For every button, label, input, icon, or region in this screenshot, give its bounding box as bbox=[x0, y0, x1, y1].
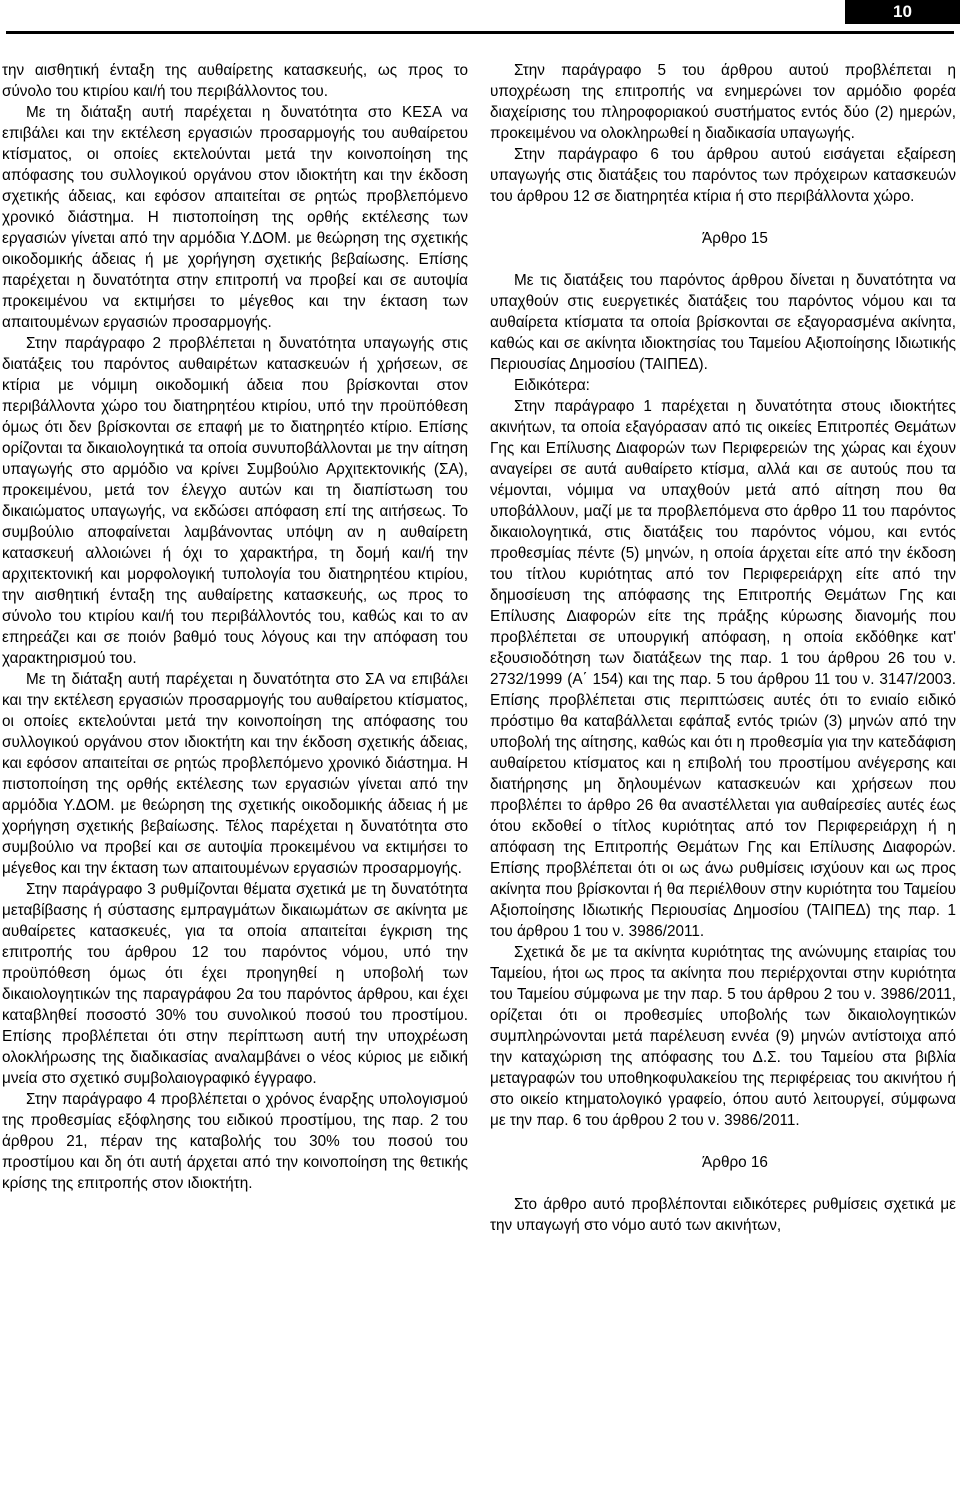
paragraph: Στην παράγραφο 6 του άρθρου αυτού εισάγεται εξαίρεση υπαγωγής στις διατάξεις του παρόντος των πρόχειρων κατασκευών του άρθρου 12 σε διατηρητέα κτίρια ή στο περιβάλλοντα χώρο. bbox=[490, 146, 956, 205]
paragraph: Στην παράγραφο 5 του άρθρου αυτού προβλέπεται η υποχρέωση της επιτροπής να ενημερώνει τον αρμόδιο φορέα διαχείρισης του πληροφοριακού συστήματος εντός δύο (2) ημερών, προκειμένου να ολοκληρωθεί η διαδικασία υπαγωγής. bbox=[490, 62, 956, 142]
paragraph: Στην παράγραφο 2 προβλέπεται η δυνατότητα υπαγωγής στις διατάξεις του παρόντος αυθαιρέτων κατασκευών ή χρήσεων, σε κτίρια με νόμιμη οικοδομική άδεια που βρίσκονται στον περιβάλλοντα χώρο του διατηρητέου κτιρίου, υπό την προϋπόθεση όμως ότι δεν βρίσκονται σε επαφή με το διατηρητέο κτίριο. Επίσης ορίζονται τα δικαιολογητικά τα οποία συνυποβάλλονται με την αίτηση υπαγωγής στο αρμόδιο να κρίνει Συμβούλιο Αρχιτεκτονικής (ΣΑ), προκειμένου, μετά τον έλεγχο αυτών και τη διαπίστωση του δικαιώματος υπαγωγής, να εκδώσει απόφαση επί της αιτήσεως. Το συμβούλιο αποφαίνεται λαμβάνοντας υπόψη αν η αυθαίρετη κατασκευή αλλοιώνει ή όχι το χαρακτήρα, τη δομή και/ή την αρχιτεκτονική και μορφολογική τυπολογία του διατηρητέου κτιρίου, την αισθητική ένταξη της αυθαίρετης κατασκευής, ως προς το σύνολο του κτιρίου και/ή του περιβάλλοντός του, καθώς και το αν επηρεάζει και σε ποιόν βαθμό τους λόγους και την απόφαση του χαρακτηρισμού του. bbox=[2, 335, 468, 667]
paragraph: Σχετικά δε με τα ακίνητα κυριότητας της ανώνυμης εταιρίας του Ταμείου, ήτοι ως προς τα ακίνητα που περιέρχονται στην κυριότητα του Ταμείου σύμφωνα με την παρ. 5 του άρθρου 2 του ν. 3986/2011, ορίζεται ότι οι προθεσμίες υποβολής των δικαιολογητικών συμπληρώνονται μετά παρέλευση εννέα (9) μηνών αντίστοιχα από την καταχώριση της απόφασης του Δ.Σ. του Ταμείου στα βιβλία μεταγραφών του υποθηκοφυλακείου της περιφέρειας του ακινήτου ή στο οικείο κτηματολογικό γραφείο, όπου αυτό λειτουργεί, σύμφωνα με την παρ. 6 του άρθρου 2 του ν. 3986/2011. bbox=[490, 944, 956, 1129]
paragraph: Με τις διατάξεις του παρόντος άρθρου δίνεται η δυνατότητα να υπαχθούν στις ευεργετικές διατάξεις του παρόντος νόμου και τα αυθαίρετα κτίσματα τα οποία βρίσκονται σε εξαγορασμένα ακίνητα, καθώς και σε ακίνητα ιδιοκτησίας του Ταμείου Αξιοποίησης Ιδιωτικής Περιουσίας Δημοσίου (ΤΑΙΠΕΔ). bbox=[490, 272, 956, 373]
paragraph: Στο άρθρο αυτό προβλέπονται ειδικότερες ρυθμίσεις σχετικά με την υπαγωγή στο νόμο αυτό των ακινήτων, bbox=[490, 1196, 956, 1234]
paragraph: την αισθητική ένταξη της αυθαίρετης κατασκευής, ως προς το σύνολο του κτιρίου και/ή του περιβάλλοντος του. bbox=[2, 62, 468, 100]
paragraph: Στην παράγραφο 4 προβλέπεται ο χρόνος έναρξης υπολογισμού της προθεσμίας εξόφλησης του ειδικού προστίμου, της παρ. 2 του άρθρου 21, πέραν της καταβολής του 30% του ποσού του προστίμου και δη ότι αυτή άρχεται από την κοινοποίηση της θετικής κρίσης της επιτροπής στον ιδιοκτήτη. bbox=[2, 1091, 468, 1192]
paragraph: Ειδικότερα: bbox=[514, 377, 590, 394]
header-rule bbox=[6, 31, 954, 34]
article-16-heading: Άρθρο 16 bbox=[702, 1154, 768, 1171]
right-column bbox=[490, 60, 956, 1236]
left-column bbox=[2, 60, 468, 1194]
paragraph: Με τη διάταξη αυτή παρέχεται η δυνατότητα στο ΚΕΣΑ να επιβάλει και την εκτέλεση εργασιών προσαρμογής του αυθαίρετου κτίσματος, οι οποίες εκτελούνται μετά την κοινοποίηση της απόφασης του συλλογικού οργάνου στον ιδιοκτήτη και την έκδοση σχετικής άδειας, και εφόσον απαιτείται σε ρητώς προβλεπόμενο χρονικό διάστημα. Η πιστοποίηση της ορθής εκτέλεσης των εργασιών γίνεται από την αρμόδια Υ.ΔΟΜ. με θεώρηση της σχετικής οικοδομικής άδειας ή με χορήγηση σχετικής βεβαίωσης. Επίσης παρέχεται η δυνατότητα στην επιτροπή να προβεί και σε αυτοψία προκειμένου να εκτιμήσει το μέγεθος και την έκταση των απαιτουμένων εργασιών προσαρμογής. bbox=[2, 104, 468, 331]
article-15-heading: Άρθρο 15 bbox=[702, 230, 768, 247]
page-number: 10 bbox=[845, 0, 960, 24]
paragraph: Στην παράγραφο 3 ρυθμίζονται θέματα σχετικά με τη δυνατότητα μεταβίβασης ή σύστασης εμπραγμάτων δικαιωμάτων σε ακίνητα με αυθαίρετες κατασκευές, για τα οποία απαιτείται έγκριση της επιτροπής του άρθρου 12 του παρόντος νόμου, υπό την προϋπόθεση όμως ότι έχει προηγηθεί η υποβολή των δικαιολογητικών της παραγράφου 2α του παρόντος άρθρου, και έχει καταβληθεί ποσοστό 30% του συνολικού ποσού του προστίμου. Επίσης προβλέπεται ότι στην περίπτωση αυτή την υποχρέωση ολοκλήρωσης της διαδικασίας αναλαμβάνει ο νέος κύριος με ειδική μνεία στο σχετικό συμβολαιογραφικό έγγραφο. bbox=[2, 881, 468, 1087]
paragraph: Στην παράγραφο 1 παρέχεται η δυνατότητα στους ιδιοκτήτες ακινήτων, τα οποία εξαγόρασαν από τις οικείες Επιτροπές Θεμάτων Γης και Επίλυσης Διαφορών των Περιφερειών της χώρας και έχουν αναγείρει σε αυτά αυθαίρετο κτίσμα, αλλά και σε αυτούς που τα νέμονται, νόμιμα να υπαχθούν μετά από αίτηση που θα υποβάλλουν, μαζί με τα προβλεπόμενα στο άρθρο 11 του παρόντος δικαιολογητικά, στις διατάξεις του παρόντος νόμου, και εντός προθεσμίας πέντε (5) μηνών, η οποία άρχεται είτε από την έκδοση του τίτλου κυριότητας από τον Περιφερειάρχη είτε από την δημοσίευση της απόφασης της Επιτροπής Θεμάτων Γης και Επίλυσης Διαφορών είτε της πράξης κύρωσης διανομής που προβλέπεται σε υπουργική απόφαση, η οποία εκδόθηκε κατ' εξουσιοδότηση των διατάξεων της παρ. 1 του άρθρου 26 του ν. 2732/1999 (Α΄ 154) και της παρ. 5 του άρθρου 11 του ν. 3147/2003. Επίσης προβλέπεται στις περιπτώσεις αυτές ότι το ενιαίο ειδικό πρόστιμο θα καταβάλλεται εφάπαξ εντός τριών (3) μηνών από την υποβολή της αίτησης, καθώς και ότι η προθεσμία για την κατεδάφιση αυθαίρετου κτίσματος και η επιβολή του προστίμου ανέγερσης και διατήρησης μη δηλουμένων κατασκευών και χρήσεων που προβλέπει το άρθρο 26 θα αναστέλλεται για αυθαίρεσίες αυτές έως ότου εκδοθεί ο τίτλος κυριότητας από τον Περιφερειάρχη ή η απόφαση της Επιτροπής Θεμάτων Γης και Επίλυσης Διαφορών. Επίσης προβλέπεται ότι οι ως άνω ρυθμίσεις ισχύουν και ως προς ακίνητα που βρίσκονται ή θα περιέλθουν στην κυριότητα του Ταμείου Αξιοποίησης Ιδιωτικής Περιουσίας Δημοσίου (ΤΑΙΠΕΔ) της παρ. 1 του άρθρου 1 του ν. 3986/2011. bbox=[490, 398, 956, 940]
paragraph: Με τη διάταξη αυτή παρέχεται η δυνατότητα στο ΣΑ να επιβάλει και την εκτέλεση εργασιών προσαρμογής του αυθαίρετου κτίσματος, οι οποίες εκτελούνται μετά την κοινοποίηση της απόφασης του συλλογικού οργάνου στον ιδιοκτήτη και την έκδοση σχετικής άδειας, και εφόσον απαιτείται σε ρητώς προβλεπόμενο χρονικό διάστημα. Η πιστοποίηση της ορθής εκτέλεσης των εργασιών γίνεται από την αρμόδια Υ.ΔΟΜ. με θεώρηση της σχετικής οικοδομικής άδειας ή με χορήγηση σχετικής βεβαίωσης. Τέλος παρέχεται η δυνατότητα στο συμβούλιο να προβεί και σε αυτοψία προκειμένου να εκτιμήσει το μέγεθος και την έκταση των απαιτουμένων εργασιών προσαρμογής. bbox=[2, 671, 468, 877]
